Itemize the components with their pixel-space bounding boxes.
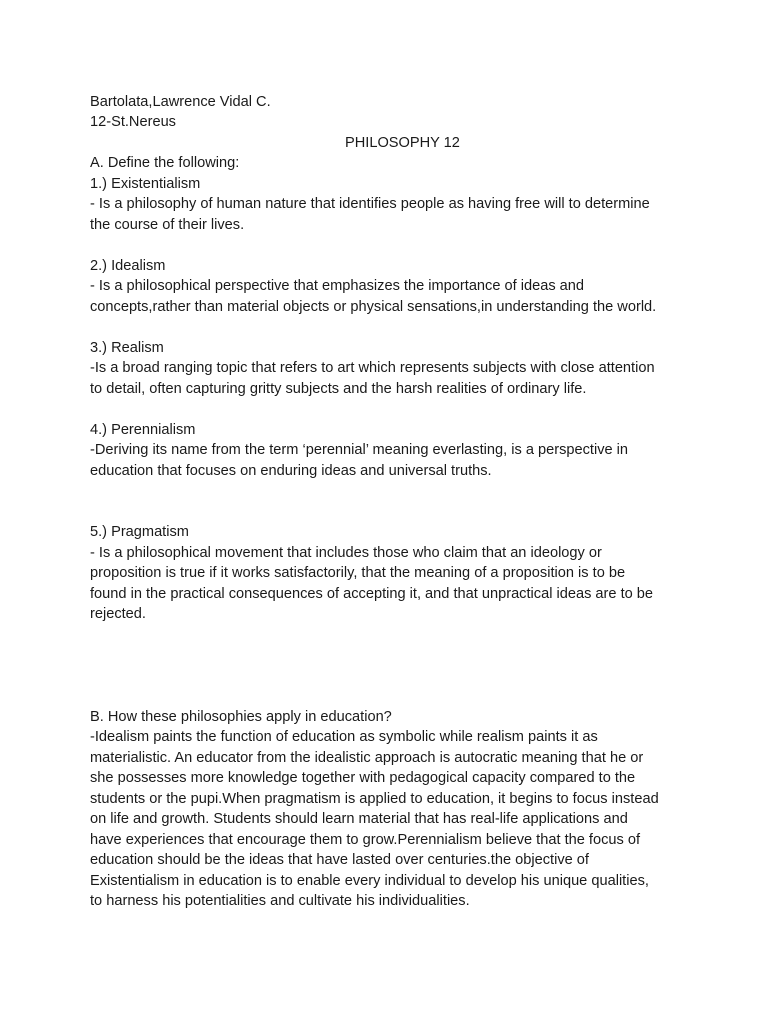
answer-line: students or the pupi.When pragmatism is applied to education, it begins to focus instead (90, 791, 659, 807)
part-b-heading: B. How these philosophies apply in education? (90, 709, 392, 725)
definition-line: - Is a philosophical movement that includes those who claim that an ideology or (90, 545, 602, 561)
definition-line: the course of their lives. (90, 217, 245, 233)
part-a-heading: A. Define the following: (90, 155, 240, 171)
definition-line: education that focuses on enduring ideas and universal truths. (90, 463, 492, 479)
answer-line: education should be the ideas that have lasted over centuries.the objective of (90, 852, 589, 868)
term-pragmatism: 5.) Pragmatism (90, 524, 189, 540)
student-name: Bartolata,Lawrence Vidal C. (90, 94, 271, 110)
answer-line: Existentialism in education is to enable every individual to develop his unique qualities, (90, 873, 649, 889)
definition-line: to detail, often capturing gritty subjects and the harsh realities of ordinary life. (90, 381, 587, 397)
answer-line: -Idealism paints the function of education as symbolic while realism paints it as (90, 729, 598, 745)
answer-line: have experiences that encourage them to grow.Perennialism believe that the focus of (90, 832, 641, 848)
answer-line: she possesses more knowledge together with pedagogical capacity compared to the (90, 770, 636, 786)
definition-line: -Deriving its name from the term ‘perennial’ meaning everlasting, is a perspective in (90, 442, 629, 458)
document-title: PHILOSOPHY 12 (345, 135, 460, 151)
answer-line: materialistic. An educator from the idealistic approach is autocratic meaning that he or (90, 750, 644, 766)
answer-line: on life and growth. Students should learn material that has real-life applications and (90, 811, 628, 827)
definition-line: concepts,rather than material objects or physical sensations,in understanding the world. (90, 299, 657, 315)
term-perennialism: 4.) Perennialism (90, 422, 196, 438)
definition-line: proposition is true if it works satisfactorily, that the meaning of a proposition is to be (90, 565, 626, 581)
definition-line: - Is a philosophical perspective that emphasizes the importance of ideas and (90, 278, 585, 294)
student-section: 12-St.Nereus (90, 114, 176, 130)
definition-line: rejected. (90, 606, 146, 622)
answer-line: to harness his potentialities and cultivate his individualities. (90, 893, 470, 909)
definition-line: -Is a broad ranging topic that refers to art which represents subjects with close attention (90, 360, 655, 376)
term-idealism: 2.) Idealism (90, 258, 166, 274)
term-existentialism: 1.) Existentialism (90, 176, 201, 192)
term-realism: 3.) Realism (90, 340, 164, 356)
definition-line: - Is a philosophy of human nature that identifies people as having free will to determine (90, 196, 650, 212)
definition-line: found in the practical consequences of accepting it, and that unpractical ideas are to be (90, 586, 654, 602)
